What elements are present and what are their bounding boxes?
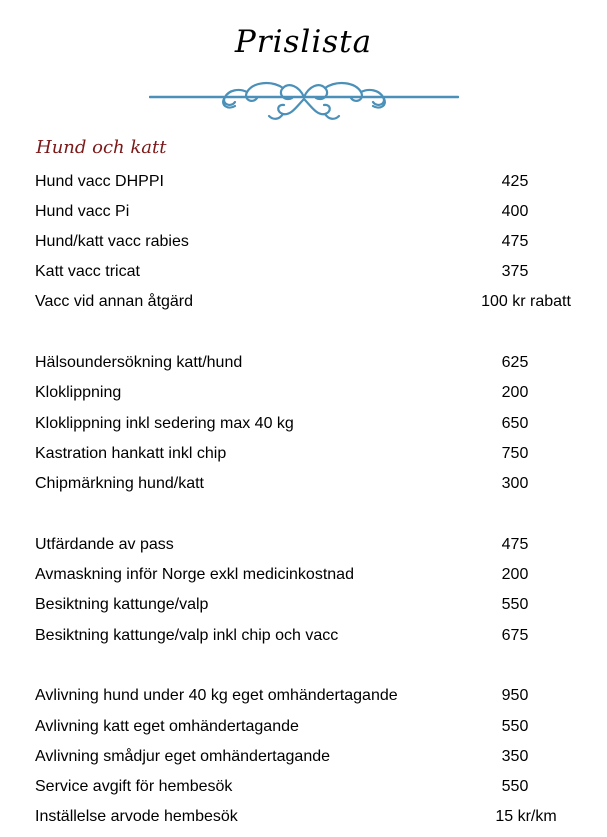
service-price: 650 bbox=[501, 415, 529, 432]
service-name: Hälsoundersökning katt/hund bbox=[35, 354, 243, 371]
service-price: 400 bbox=[501, 203, 529, 220]
price-row bbox=[0, 173, 607, 195]
service-price: 300 bbox=[501, 475, 529, 492]
service-name: Besiktning kattunge/valp inkl chip och vacc bbox=[35, 627, 339, 644]
service-name: Hund vacc Pi bbox=[35, 203, 130, 220]
service-name: Hund vacc DHPPI bbox=[35, 173, 164, 190]
price-row bbox=[0, 475, 607, 497]
service-price: 550 bbox=[501, 596, 529, 613]
price-row bbox=[0, 384, 607, 406]
service-price: 625 bbox=[501, 354, 529, 371]
service-price: 425 bbox=[501, 173, 529, 190]
price-row bbox=[0, 415, 607, 437]
service-price: 550 bbox=[501, 718, 529, 735]
price-row bbox=[0, 596, 607, 618]
price-row bbox=[0, 354, 607, 376]
service-price: 750 bbox=[501, 445, 529, 462]
service-name: Utfärdande av pass bbox=[35, 536, 174, 553]
service-price: 950 bbox=[501, 687, 529, 704]
price-row bbox=[0, 808, 607, 830]
price-row bbox=[0, 718, 607, 740]
service-price: 475 bbox=[501, 233, 529, 250]
service-name: Avlivning katt eget omhändertagande bbox=[35, 718, 299, 735]
service-name: Hund/katt vacc rabies bbox=[35, 233, 189, 250]
service-name: Kastration hankatt inkl chip bbox=[35, 445, 227, 462]
service-price: 675 bbox=[501, 627, 529, 644]
page-title: Prislista bbox=[234, 24, 373, 60]
price-row bbox=[0, 536, 607, 558]
service-name: Kloklippning inkl sedering max 40 kg bbox=[35, 415, 294, 432]
price-row bbox=[0, 445, 607, 467]
service-name: Avlivning hund under 40 kg eget omhändertagande bbox=[35, 687, 398, 704]
service-name: Service avgift för hembesök bbox=[35, 778, 233, 795]
service-name: Kloklippning bbox=[35, 384, 122, 401]
price-row bbox=[0, 778, 607, 800]
service-name: Katt vacc tricat bbox=[35, 263, 140, 280]
service-price: 350 bbox=[501, 748, 529, 765]
price-row bbox=[0, 263, 607, 285]
service-price: 200 bbox=[501, 384, 529, 401]
price-row bbox=[0, 748, 607, 770]
service-name: Avlivning smådjur eget omhändertagande bbox=[35, 748, 331, 765]
service-price: 15 kr/km bbox=[495, 808, 557, 825]
decorative-divider bbox=[149, 76, 459, 126]
service-name: Chipmärkning hund/katt bbox=[35, 475, 204, 492]
service-price: 375 bbox=[501, 263, 529, 280]
section-title: Hund och katt bbox=[36, 137, 167, 158]
price-row bbox=[0, 203, 607, 225]
service-price: 475 bbox=[501, 536, 529, 553]
service-name: Avmaskning inför Norge exkl medicinkostnad bbox=[35, 566, 354, 583]
service-name: Vacc vid annan åtgärd bbox=[35, 293, 194, 310]
price-row bbox=[0, 566, 607, 588]
price-row bbox=[0, 233, 607, 255]
service-price: 200 bbox=[501, 566, 529, 583]
price-row bbox=[0, 627, 607, 649]
service-price: 100 kr rabatt bbox=[481, 293, 571, 310]
service-price: 550 bbox=[501, 778, 529, 795]
service-name: Inställelse arvode hembesök bbox=[35, 808, 238, 825]
price-row bbox=[0, 293, 607, 315]
price-row bbox=[0, 687, 607, 709]
service-name: Besiktning kattunge/valp bbox=[35, 596, 209, 613]
